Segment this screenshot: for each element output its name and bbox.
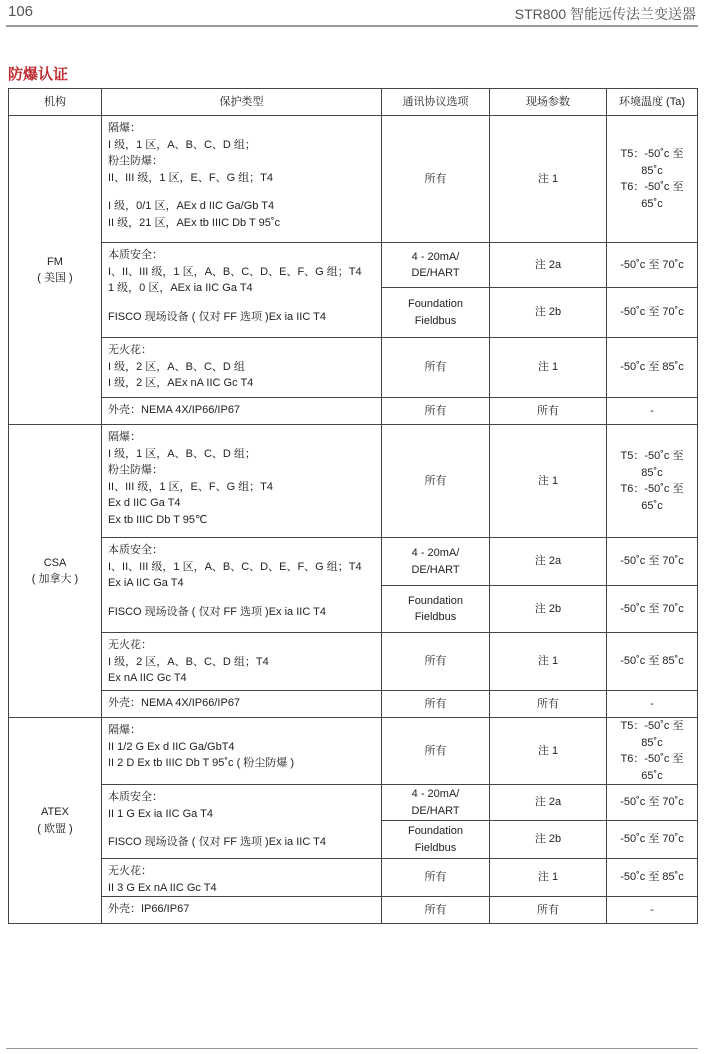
ambient-temperature-cell: -: [607, 398, 698, 425]
ambient-temperature-cell: -: [607, 691, 698, 718]
field-parameter-cell: 注 1: [490, 338, 607, 398]
protection-line: FISCO 现场设备 ( 仅对 FF 选项 )Ex ia IIC T4: [108, 836, 326, 848]
protocol-cell: 所有: [382, 398, 490, 425]
table-header-row: [9, 89, 698, 116]
spacer: [108, 297, 375, 309]
field-parameter-cell: 注 1: [490, 718, 607, 785]
protocol-cell: 所有: [382, 116, 490, 243]
organization-region: ( 加拿大 ): [31, 573, 79, 585]
protection-type-cell: [102, 538, 382, 633]
ambient-temperature-cell: -50˚c 至 85˚c: [607, 859, 698, 897]
field-parameter-cell: 注 2a: [490, 538, 607, 586]
field-parameter-cell: 所有: [490, 897, 607, 924]
protection-type-cell: [102, 691, 382, 718]
ambient-temperature-cell: -50˚c 至 70˚c: [607, 821, 698, 859]
protection-line: 外壳：NEMA 4X/IP66/IP67: [108, 404, 241, 416]
ambient-temperature-cell: T5：-50˚c 至 85˚c T6：-50˚c 至 65˚c: [607, 425, 698, 538]
protocol-cell: 所有: [382, 859, 490, 897]
protection-type-cell: [102, 425, 382, 538]
document-title: STR800 智能远传法兰变送器: [514, 6, 696, 22]
ambient-temperature-cell: -50˚c 至 70˚c: [607, 785, 698, 821]
protection-line: II、III 级，1 区，E、F、G 组；T4: [108, 480, 274, 493]
organization-cell: [9, 718, 102, 924]
protection-line: 1 级，0 区，AEx ia IIC Ga T4: [108, 282, 253, 294]
protocol-cell: Foundation Fieldbus: [382, 821, 490, 859]
protection-type-cell: [102, 785, 382, 859]
table-row: [9, 398, 698, 425]
protection-line: I、II、III 级，1 区，A、B、C、D、E、F、G 组；T4: [108, 560, 362, 573]
protection-line: I 级，2 区，A、B、C、D 组；T4: [108, 655, 269, 668]
protection-line: Ex iA IIC Ga T4: [108, 577, 184, 589]
organization-name: ATEX: [41, 806, 69, 818]
table-row: [9, 691, 698, 718]
field-parameter-cell: 所有: [490, 398, 607, 425]
protection-line: I 级，1 区，A、B、C、D 组；: [108, 447, 256, 460]
ambient-temperature-cell: -50˚c 至 70˚c: [607, 586, 698, 633]
protection-line: I 级，2 区，A、B、C、D 组: [108, 360, 245, 373]
certification-table: [8, 88, 698, 924]
protection-line: 隔爆：: [108, 431, 141, 443]
column-header: 机构: [9, 89, 102, 116]
protection-line: II 1/2 G Ex d IIC Ga/GbT4: [108, 740, 235, 753]
field-parameter-cell: 注 2a: [490, 785, 607, 821]
protection-line: 本质安全：: [108, 544, 163, 556]
table-row: [9, 897, 698, 924]
section-title: 防爆认证: [8, 66, 69, 83]
table-row: [9, 338, 698, 398]
column-header: 现场参数: [490, 89, 607, 116]
header-divider: [6, 25, 698, 27]
protection-type-cell: [102, 398, 382, 425]
table-row: [9, 785, 698, 821]
protocol-cell: 所有: [382, 691, 490, 718]
ambient-temperature-cell: -50˚c 至 70˚c: [607, 538, 698, 586]
protection-line: Ex nA IIC Gc T4: [108, 672, 187, 684]
spacer: [108, 592, 375, 604]
protection-type-cell: [102, 116, 382, 243]
organization-region: ( 欧盟 ): [37, 822, 73, 835]
protection-line: FISCO 现场设备 ( 仅对 FF 选项 )Ex ia IIC T4: [108, 310, 326, 323]
protocol-cell: 所有: [382, 425, 490, 538]
protection-line: FISCO 现场设备 ( 仅对 FF 选项 )Ex ia IIC T4: [108, 605, 326, 618]
table-row: [9, 859, 698, 897]
protection-type-cell: [102, 859, 382, 897]
protection-line: 外壳：IP66/IP67: [108, 903, 190, 915]
organization-cell: [9, 116, 102, 425]
protection-line: II、III 级，1 区，E、F、G 组；T4: [108, 171, 274, 184]
ambient-temperature-cell: -50˚c 至 85˚c: [607, 633, 698, 691]
organization-region: ( 美国 ): [37, 272, 73, 284]
protection-line: 本质安全：: [108, 249, 163, 261]
field-parameter-cell: 注 1: [490, 859, 607, 897]
field-parameter-cell: 注 2b: [490, 821, 607, 859]
protection-line: I 级，0/1 区，AEx d IIC Ga/Gb T4: [108, 200, 275, 212]
protocol-cell: 4 - 20mA/ DE/HART: [382, 538, 490, 586]
protection-type-cell: [102, 718, 382, 785]
field-parameter-cell: 注 1: [490, 425, 607, 538]
organization-name: FM: [47, 255, 63, 268]
protection-line: I 级，1 区，A、B、C、D 组；: [108, 138, 256, 151]
organization-name: CSA: [43, 556, 67, 569]
ambient-temperature-cell: -: [607, 897, 698, 924]
protection-line: 粉尘防爆：: [108, 464, 163, 476]
protection-type-cell: [102, 633, 382, 691]
protection-line: 粉尘防爆：: [108, 155, 163, 167]
protection-line: 隔爆：: [108, 122, 141, 134]
protection-line: II 1 G Ex ia IIC Ga T4: [108, 807, 213, 820]
ambient-temperature-cell: -50˚c 至 85˚c: [607, 338, 698, 398]
protection-line: I、II、III 级，1 区，A、B、C、D、E、F、G 组；T4: [108, 265, 362, 278]
protocol-cell: 所有: [382, 718, 490, 785]
protection-line: Ex d IIC Ga T4: [108, 497, 181, 509]
field-parameter-cell: 注 1: [490, 633, 607, 691]
protection-type-cell: [102, 897, 382, 924]
column-header: 环境温度 (Ta): [607, 89, 698, 116]
protocol-cell: Foundation Fieldbus: [382, 586, 490, 633]
protection-line: II 2 D Ex tb IIIC Db T 95˚c ( 粉尘防爆 ): [108, 757, 295, 769]
page-number: 106: [8, 3, 34, 20]
protection-type-cell: [102, 338, 382, 398]
ambient-temperature-cell: -50˚c 至 70˚c: [607, 243, 698, 288]
protection-line: 隔爆：: [108, 724, 141, 736]
protection-line: 无火花：: [108, 865, 152, 877]
table-row: [9, 425, 698, 538]
column-header: 保护类型: [102, 89, 382, 116]
footer-divider: [6, 1048, 698, 1049]
protocol-cell: 所有: [382, 897, 490, 924]
organization-cell: [9, 425, 102, 718]
table-row: [9, 116, 698, 243]
protection-line: I 级，2 区，AEx nA IIC Gc T4: [108, 377, 254, 389]
field-parameter-cell: 所有: [490, 691, 607, 718]
protocol-cell: 4 - 20mA/ DE/HART: [382, 243, 490, 288]
table-row: [9, 538, 698, 586]
protection-line: 外壳：NEMA 4X/IP66/IP67: [108, 697, 241, 709]
field-parameter-cell: 注 2b: [490, 288, 607, 338]
column-header: 通讯协议选项: [382, 89, 490, 116]
protocol-cell: 所有: [382, 338, 490, 398]
protection-line: 无火花：: [108, 344, 152, 356]
protection-type-cell: [102, 243, 382, 338]
spacer: [108, 186, 375, 198]
protection-line: 本质安全：: [108, 791, 163, 803]
protection-line: Ex tb IIIC Db T 95℃: [108, 513, 208, 526]
ambient-temperature-cell: T5：-50˚c 至 85˚c T6：-50˚c 至 65˚c: [607, 718, 698, 785]
protocol-cell: Foundation Fieldbus: [382, 288, 490, 338]
field-parameter-cell: 注 2b: [490, 586, 607, 633]
field-parameter-cell: 注 2a: [490, 243, 607, 288]
protocol-cell: 4 - 20mA/ DE/HART: [382, 785, 490, 821]
ambient-temperature-cell: -50˚c 至 70˚c: [607, 288, 698, 338]
protection-line: 无火花：: [108, 639, 152, 651]
ambient-temperature-cell: T5：-50˚c 至 85˚c T6：-50˚c 至 65˚c: [607, 116, 698, 243]
spacer: [108, 822, 375, 834]
protection-line: II 3 G Ex nA IIC Gc T4: [108, 881, 217, 894]
protection-line: II 级，21 区，AEx tb IIIC Db T 95˚c: [108, 216, 280, 229]
table-row: [9, 633, 698, 691]
field-parameter-cell: 注 1: [490, 116, 607, 243]
protocol-cell: 所有: [382, 633, 490, 691]
table-row: [9, 243, 698, 288]
table-row: [9, 718, 698, 785]
